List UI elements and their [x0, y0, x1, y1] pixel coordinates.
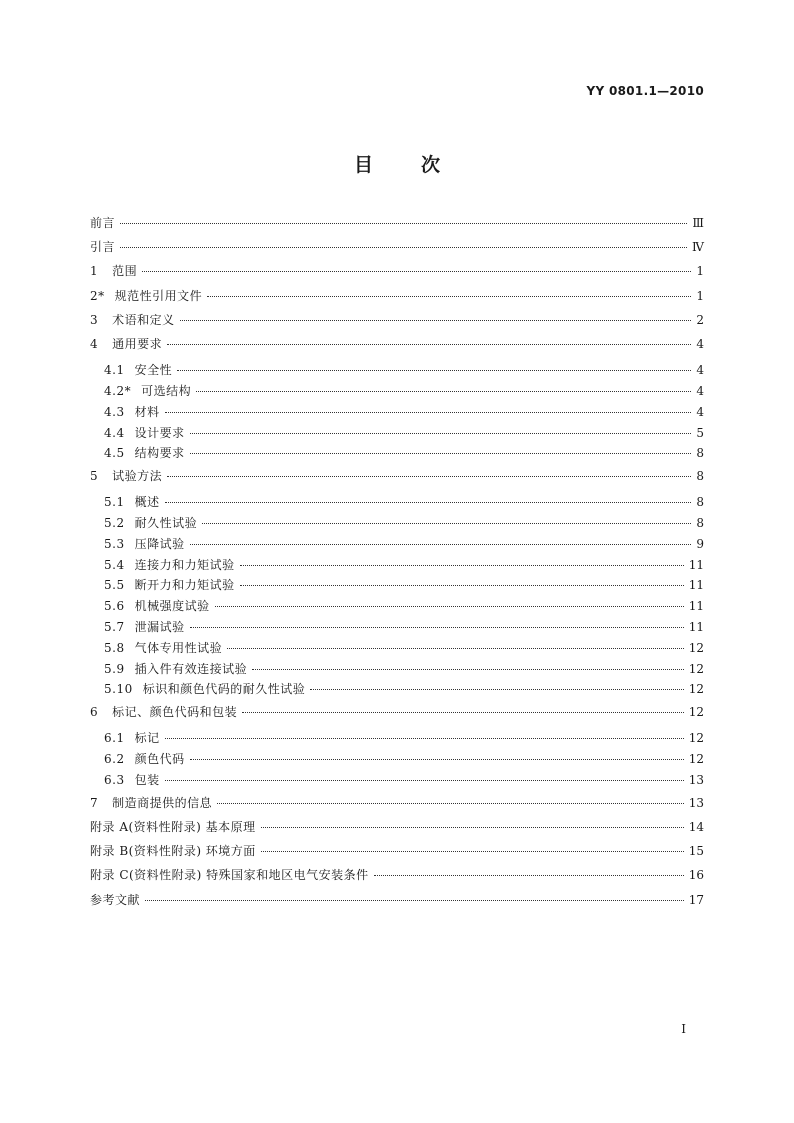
toc-entry-page: 4	[696, 404, 704, 419]
toc-entry[interactable]	[90, 794, 704, 818]
toc-entry[interactable]	[90, 771, 704, 792]
toc-entry-number: 5	[90, 469, 99, 484]
toc-entry-label: 术语和定义	[112, 312, 175, 327]
toc-entry[interactable]	[90, 424, 704, 445]
toc-entry-page: 13	[688, 773, 704, 788]
dot-leader	[261, 827, 684, 828]
toc-entry[interactable]	[90, 382, 704, 403]
toc-entry-number: 5.6	[104, 599, 125, 614]
dot-leader	[242, 712, 684, 713]
toc-entry-label: 引言	[90, 240, 116, 255]
toc-entry-title	[90, 703, 237, 720]
toc-entry-title	[90, 467, 162, 484]
toc-entry-title	[90, 287, 202, 304]
dot-leader	[240, 585, 684, 586]
toc-entry[interactable]	[90, 361, 704, 382]
toc-entry-page: 12	[688, 661, 704, 676]
toc-entry-page: 14	[688, 820, 704, 835]
toc-entry-title	[104, 729, 160, 746]
dot-leader	[207, 296, 691, 297]
toc-entry-number: 4.4	[104, 425, 125, 440]
toc-entry-number: 2*	[90, 288, 105, 303]
dot-leader	[261, 851, 684, 852]
toc-entry-label: 泄漏试验	[134, 620, 185, 635]
toc-entry-page: 11	[688, 578, 704, 593]
toc-entry-title	[90, 866, 369, 883]
toc-entry-page: 1	[696, 264, 704, 279]
toc-entry-page: 11	[688, 620, 704, 635]
toc-entry-label: 包装	[134, 773, 160, 788]
dot-leader	[190, 453, 692, 454]
dot-leader	[310, 689, 683, 690]
dot-leader	[165, 780, 684, 781]
toc-entry-number: 5.4	[104, 557, 125, 572]
toc-entry[interactable]	[90, 444, 704, 465]
toc-entry[interactable]	[90, 703, 704, 727]
toc-entry[interactable]	[90, 866, 704, 890]
toc-entry-number: 4	[90, 336, 99, 351]
dot-leader	[177, 370, 691, 371]
toc-entry-page: 4	[696, 363, 704, 378]
toc-entry-label: 范围	[112, 264, 138, 279]
toc-entry[interactable]	[90, 729, 704, 750]
toc-entry-page: 11	[688, 557, 704, 572]
toc-entry-number: 7	[90, 795, 99, 810]
toc-entry[interactable]	[90, 891, 704, 915]
toc-entry[interactable]	[90, 287, 704, 311]
dot-leader	[190, 627, 684, 628]
toc-entry-title	[104, 382, 191, 399]
toc-entry-label: 标识和颜色代码的耐久性试验	[142, 682, 306, 697]
toc-entry-title	[104, 361, 172, 378]
toc-entry-page: 16	[688, 868, 704, 883]
dot-leader	[252, 669, 684, 670]
toc-entry-label: 耐久性试验	[134, 516, 198, 531]
toc-entry-label: 标记	[134, 731, 160, 746]
toc-entry-number: 6	[90, 705, 99, 720]
toc-entry-number: 5.1	[104, 495, 125, 510]
toc-entry-page: 8	[696, 516, 704, 531]
toc-entry-number: 5.2	[104, 516, 125, 531]
toc-entry-number: 4.1	[104, 363, 125, 378]
dot-leader	[180, 320, 692, 321]
standard-code: YY 0801.1—2010	[586, 84, 704, 98]
toc-entry-label: 规范性引用文件	[114, 288, 203, 303]
toc-entry-title	[104, 493, 160, 510]
dot-leader	[202, 523, 691, 524]
toc-entry[interactable]	[90, 262, 704, 286]
dot-leader	[165, 738, 684, 739]
dot-leader	[165, 502, 692, 503]
toc-entry-label: 插入件有效连接试验	[134, 661, 248, 676]
toc-entry[interactable]	[90, 818, 704, 842]
toc-entry-label: 前言	[90, 216, 116, 230]
dot-leader	[167, 344, 691, 345]
toc-entry[interactable]	[90, 467, 704, 491]
toc-entry[interactable]	[90, 535, 704, 556]
toc-entry-title	[104, 444, 185, 461]
toc-entry-page: 11	[688, 599, 704, 614]
toc-entry-number: 5.9	[104, 661, 125, 676]
toc-entry-page: 12	[688, 752, 704, 767]
dot-leader	[145, 900, 684, 901]
toc-entry-title	[104, 403, 160, 420]
toc-entry[interactable]	[90, 842, 704, 866]
toc-entry-page: 15	[688, 844, 704, 859]
dot-leader	[142, 271, 691, 272]
toc-entry-title	[104, 597, 210, 614]
toc-entry-title	[90, 238, 115, 255]
toc-entry[interactable]	[90, 335, 704, 359]
toc-entry-number: 4.2*	[104, 383, 132, 398]
toc-entry[interactable]	[90, 311, 704, 335]
toc-entry-label: 设计要求	[134, 425, 185, 440]
toc-entry-title	[104, 576, 235, 593]
table-of-contents	[90, 214, 704, 915]
toc-entry-page: 13	[688, 795, 704, 810]
toc-entry-title	[90, 335, 162, 352]
toc-entry[interactable]	[90, 556, 704, 577]
toc-entry-label: 机械强度试验	[134, 599, 210, 614]
toc-entry[interactable]	[90, 618, 704, 639]
toc-entry-label: 附录 C(资料性附录) 特殊国家和地区电气安装条件	[90, 868, 369, 883]
toc-entry-number: 3	[90, 312, 99, 327]
dot-leader	[190, 544, 692, 545]
toc-entry-label: 压降试验	[134, 536, 185, 551]
toc-entry-number: 5.8	[104, 640, 125, 655]
toc-entry-label: 气体专用性试验	[134, 640, 223, 655]
toc-entry-title	[90, 311, 175, 328]
toc-entry-title	[90, 891, 140, 908]
toc-entry-page: 2	[696, 312, 704, 327]
toc-entry-number: 6.3	[104, 773, 125, 788]
toc-entry-page: 12	[688, 705, 704, 720]
toc-entry-title	[104, 556, 235, 573]
dot-leader	[217, 803, 684, 804]
dot-leader	[215, 606, 684, 607]
toc-entry-number: 4.5	[104, 446, 125, 461]
toc-entry[interactable]	[90, 639, 704, 660]
toc-entry-page: 8	[696, 446, 704, 461]
toc-entry-title	[104, 680, 305, 697]
toc-entry[interactable]	[90, 514, 704, 535]
footer-page-number: I	[681, 1022, 686, 1036]
dot-leader	[227, 648, 684, 649]
page-title: 目次	[353, 154, 488, 176]
toc-entry-number: 4.3	[104, 404, 125, 419]
dot-leader	[120, 247, 687, 248]
toc-entry-page: 8	[696, 495, 704, 510]
toc-entry-label: 结构要求	[134, 446, 185, 461]
dot-leader	[374, 875, 684, 876]
toc-entry-number: 6.2	[104, 752, 125, 767]
toc-entry-title	[104, 771, 160, 788]
toc-entry-page: 8	[696, 469, 704, 484]
dot-leader	[190, 759, 684, 760]
toc-entry-page: 12	[688, 731, 704, 746]
toc-entry[interactable]	[90, 680, 704, 701]
toc-entry-page: 4	[696, 383, 704, 398]
toc-entry[interactable]	[90, 597, 704, 618]
toc-entry-number: 5.3	[104, 536, 125, 551]
dot-leader	[240, 565, 684, 566]
toc-entry-label: 连接力和力矩试验	[134, 557, 235, 572]
dot-leader	[165, 412, 692, 413]
toc-entry-title	[90, 794, 212, 811]
toc-entry-title	[104, 750, 185, 767]
toc-entry-page: 5	[696, 425, 704, 440]
dot-leader	[190, 433, 692, 434]
toc-entry[interactable]	[90, 214, 704, 238]
toc-entry[interactable]	[90, 660, 704, 681]
toc-entry-number: 5.7	[104, 620, 125, 635]
toc-entry-label: 材料	[134, 404, 160, 419]
toc-entry-label: 概述	[134, 495, 160, 510]
toc-entry-title	[104, 424, 185, 441]
toc-entry-label: 通用要求	[112, 336, 163, 351]
toc-entry-number: 6.1	[104, 731, 125, 746]
toc-entry-label: 颜色代码	[134, 752, 185, 767]
toc-entry[interactable]	[90, 493, 704, 514]
toc-entry-title	[90, 214, 115, 231]
toc-entry[interactable]	[90, 403, 704, 424]
toc-entry-label: 附录 A(资料性附录) 基本原理	[90, 820, 256, 835]
dot-leader	[167, 476, 691, 477]
dot-leader	[196, 391, 691, 392]
toc-entry-title	[104, 618, 185, 635]
toc-entry-number: 5.10	[104, 682, 133, 697]
toc-entry[interactable]	[90, 576, 704, 597]
toc-entry-page: Ⅳ	[692, 240, 704, 255]
toc-entry-page: 12	[688, 682, 704, 697]
toc-entry-title	[104, 514, 197, 531]
toc-entry[interactable]	[90, 750, 704, 771]
toc-entry-page: 4	[696, 336, 704, 351]
toc-entry-page: 17	[688, 892, 704, 907]
toc-entry-page: 1	[696, 288, 704, 303]
toc-entry-title	[90, 818, 256, 835]
toc-entry-title	[90, 262, 137, 279]
toc-entry-label: 试验方法	[112, 469, 163, 484]
toc-entry-label: 安全性	[134, 363, 173, 378]
toc-entry-title	[104, 639, 222, 656]
toc-entry-label: 参考文献	[90, 892, 141, 907]
toc-entry-page: 12	[688, 640, 704, 655]
toc-entry-label: 断开力和力矩试验	[134, 578, 235, 593]
toc-entry-number: 1	[90, 264, 99, 279]
toc-entry-label: 制造商提供的信息	[112, 795, 213, 810]
toc-entry-title	[104, 535, 185, 552]
toc-entry-title	[104, 660, 247, 677]
dot-leader	[120, 223, 687, 224]
toc-entry-label: 附录 B(资料性附录) 环境方面	[90, 844, 256, 859]
toc-entry-page: Ⅲ	[692, 216, 704, 230]
toc-entry-label: 标记、颜色代码和包装	[112, 705, 238, 720]
toc-entry-title	[90, 842, 256, 859]
toc-entry-label: 可选结构	[141, 383, 192, 398]
toc-entry-number: 5.5	[104, 578, 125, 593]
toc-entry-page: 9	[696, 536, 704, 551]
toc-entry[interactable]	[90, 238, 704, 262]
